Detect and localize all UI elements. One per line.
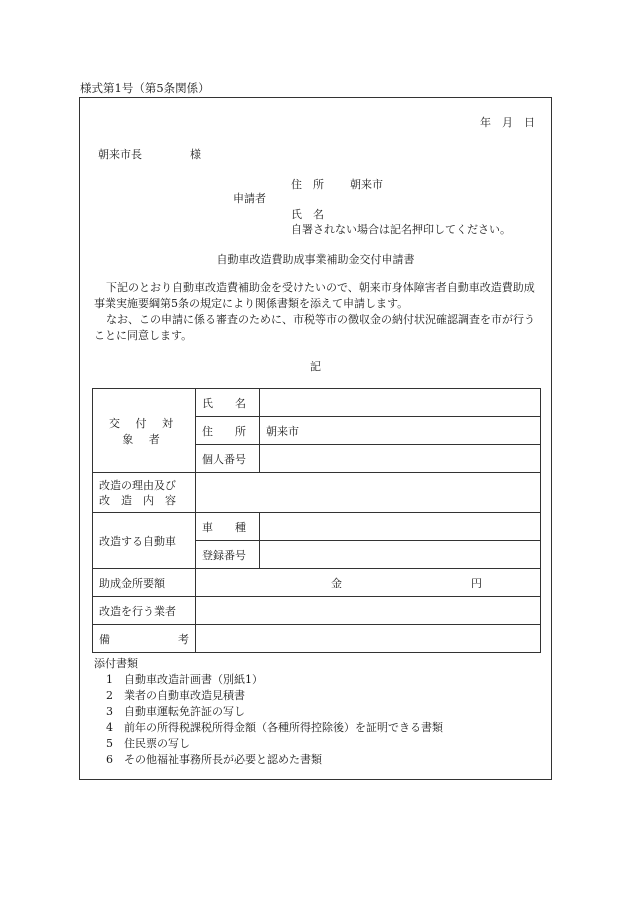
attachment-item (106, 672, 443, 688)
addressee (98, 146, 201, 162)
attachment-number: 1 (106, 673, 113, 686)
attachments-heading: 添付書類 (94, 657, 138, 670)
applicant-name-label: 氏 名 (291, 208, 324, 221)
name-field[interactable] (260, 389, 541, 417)
attachment-item (106, 720, 443, 736)
reason-label-line-2: 改 造 内 容 (99, 493, 176, 507)
remarks-field[interactable] (196, 625, 541, 653)
application-table (92, 388, 541, 653)
recipient-label: 交 付 対 象 者 (93, 389, 196, 473)
attachment-number: 6 (106, 753, 113, 766)
attachment-text: 自動車運転免許証の写し (124, 705, 245, 718)
body-paragraph-2: なお、この申請に係る審査のために、市税等市の徴収金の納付状況確認調査を市が行うことに同意します。 (94, 313, 535, 342)
attachment-text: 自動車改造計画書（別紙1） (124, 673, 263, 686)
attachment-text: 前年の所得税課税所得金額（各種所得控除後）を証明できる書類 (124, 721, 443, 734)
subsidy-field[interactable] (196, 569, 541, 597)
applicant-name (291, 206, 324, 222)
personal-number-field[interactable] (260, 445, 541, 473)
applicant-address-value[interactable]: 朝来市 (350, 178, 383, 191)
personal-number-label: 個人番号 (196, 445, 260, 473)
honorific: 様 (190, 148, 201, 161)
kin-label: 金 (331, 576, 342, 590)
car-type-label: 車 種 (196, 513, 260, 541)
reason-label (93, 473, 196, 513)
body-text (94, 280, 541, 344)
attachment-text: その他福祉事務所長が必要と認めた書類 (124, 753, 322, 766)
applicant-label: 申請者 (233, 192, 266, 205)
address-field[interactable]: 朝来市 (260, 417, 541, 445)
contractor-label: 改造を行う業者 (93, 597, 196, 625)
mayor-name: 朝来市長 (98, 148, 142, 161)
body-paragraph-1: 下記のとおり自動車改造費補助金を受けたいので、朝来市身体障害者自動車改造費助成事業実施要綱第5条の規定により関係書類を添えて申請します。 (94, 281, 535, 310)
application-form (79, 97, 552, 780)
address-label: 住 所 (196, 417, 260, 445)
vehicle-label: 改造する自動車 (93, 513, 196, 569)
reason-field[interactable] (196, 473, 541, 513)
attachment-item (106, 736, 443, 752)
remarks-label-1: 備 (99, 632, 110, 646)
ki-heading: 記 (310, 360, 321, 373)
attachment-number: 5 (106, 737, 113, 750)
attachments (94, 656, 443, 768)
registration-label: 登録番号 (196, 541, 260, 569)
attachment-text: 住民票の写し (124, 737, 190, 750)
attachment-number: 2 (106, 689, 113, 702)
applicant-address (291, 176, 383, 192)
registration-field[interactable] (260, 541, 541, 569)
reason-label-line-1: 改造の理由及び (99, 478, 176, 492)
attachment-item (106, 688, 443, 704)
attachments-list (94, 672, 443, 768)
attachment-item (106, 752, 443, 768)
signature-note: 自署されない場合は記名押印してください。 (291, 223, 511, 236)
form-id: 様式第1号（第5条関係） (80, 81, 210, 95)
attachment-number: 4 (106, 721, 113, 734)
attachment-number: 3 (106, 705, 113, 718)
yen-label: 円 (471, 576, 482, 590)
car-type-field[interactable] (260, 513, 541, 541)
subsidy-label: 助成金所要額 (93, 569, 196, 597)
remarks-label-2: 考 (178, 632, 189, 646)
attachment-item (106, 704, 443, 720)
date-line: 年 月 日 (480, 116, 535, 129)
applicant-address-label: 住 所 (291, 178, 324, 191)
remarks-label (93, 625, 196, 653)
name-label: 氏 名 (196, 389, 260, 417)
contractor-field[interactable] (196, 597, 541, 625)
document-title: 自動車改造費助成事業補助金交付申請書 (216, 253, 415, 266)
attachment-text: 業者の自動車改造見積書 (124, 689, 245, 702)
